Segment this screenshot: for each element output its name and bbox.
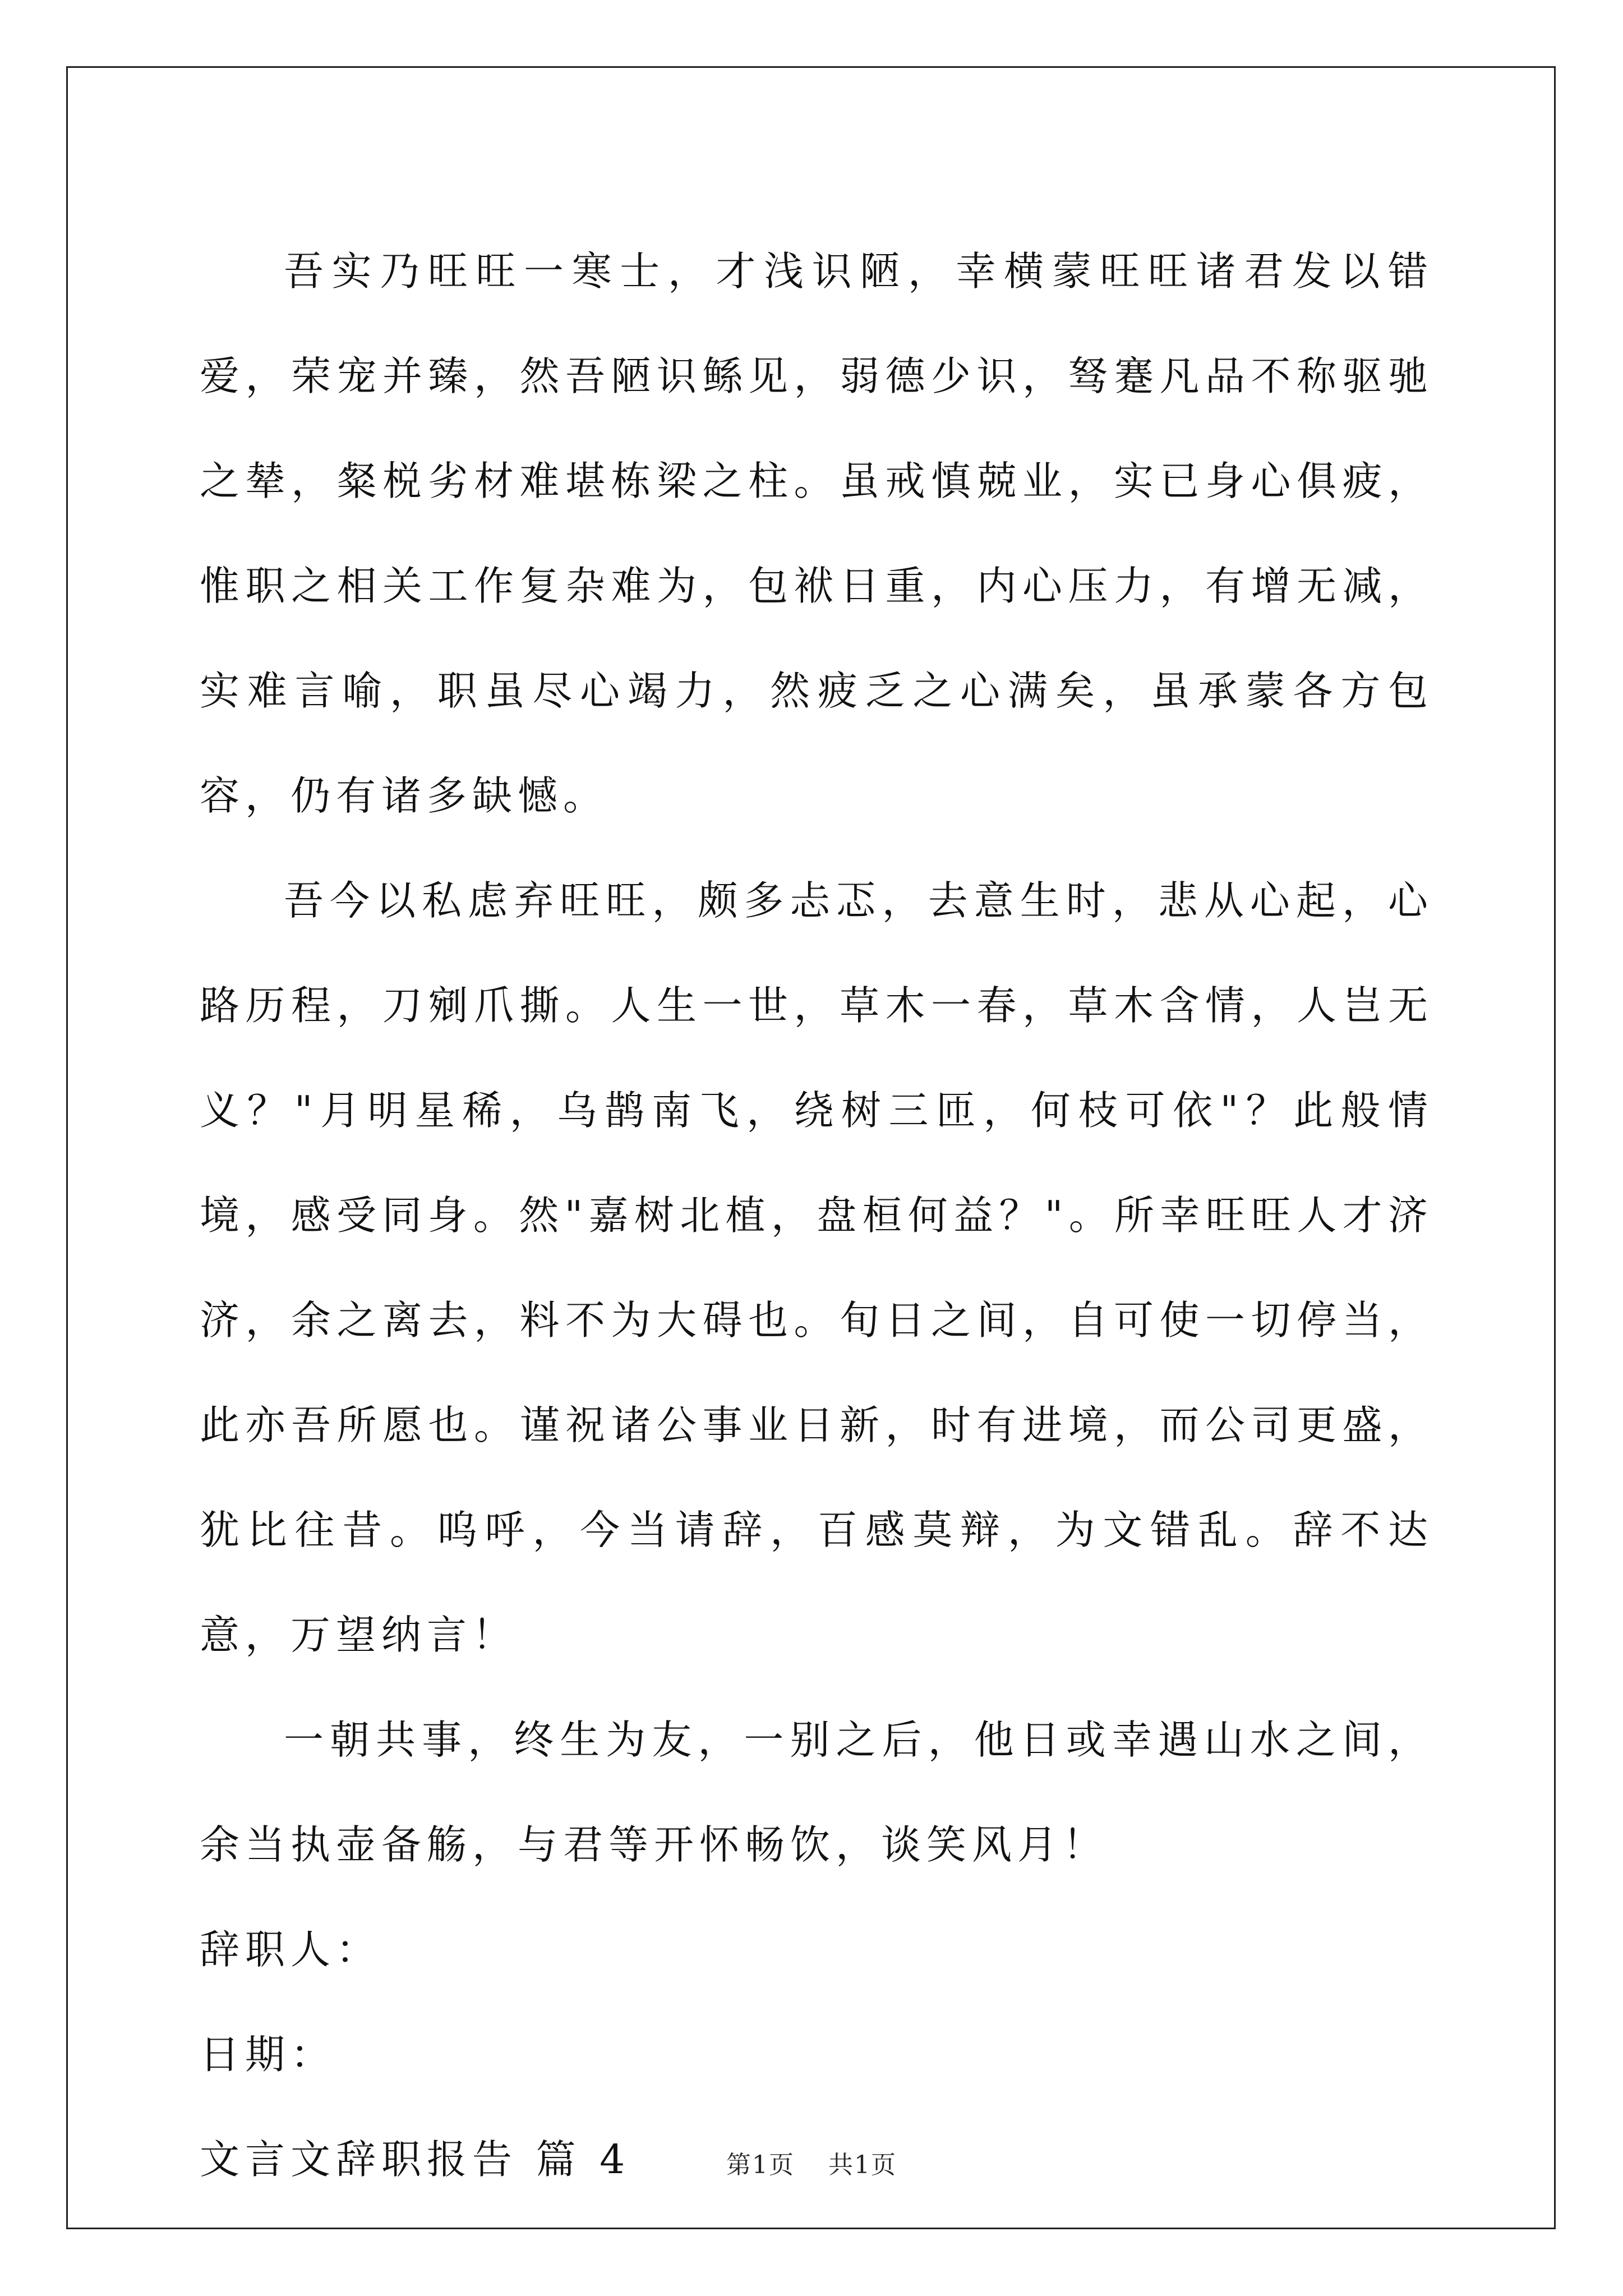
paragraph-2: 吾今以私虑弃旺旺，颇多忐忑，去意生时，悲从心起，心路历程，刀剜爪撕。人生一世，草木一春，草木含情，人岂无义？"月明星稀，乌鹊南飞，绕树三匝，何枝可依"？此般情境，感受同身。然"嘉树北植，盘桓何益？"。所幸旺旺人才济济，余之离去，料不为大碍也。旬日之间，自可使一切停当，此亦吾所愿也。谨祝诸公事业日新，时有进境，而公司更盛，犹比往昔。呜呼，今当请辞，百感莫辩，为文错乱。辞不达意，万望纳言！ — [200, 877, 1433, 1658]
section-heading: 文言文辞职报告 篇 4 — [200, 2136, 631, 2183]
page-footer — [0, 2148, 1623, 2182]
date-label: 日期： — [200, 2031, 336, 2078]
paragraph-3: 一朝共事，终生为友，一别之后，他日或幸遇山水之间，余当执壶备觞，与君等开怀畅饮，谈笑风月！ — [200, 1717, 1433, 1868]
document-body — [200, 219, 1433, 2212]
page-total: 共1页 — [828, 2151, 897, 2179]
paragraph-1: 吾实乃旺旺一寒士，才浅识陋，幸横蒙旺旺诸君发以错爱，荣宠并臻，然吾陋识鲧见，弱德少识，驽蹇凡品不称驱驰之辇，粲棁劣材难堪栋梁之柱。虽戒慎兢业，实已身心俱疲，惟职之相关工作复杂难为，包袱日重，内心压力，有增无减，实难言喻，职虽尽心竭力，然疲乏之心满矣，虽承蒙各方包容，仍有诸多缺憾。 — [200, 248, 1433, 819]
page-current: 第1页 — [726, 2151, 795, 2179]
signature-label: 辞职人： — [200, 1926, 382, 1973]
